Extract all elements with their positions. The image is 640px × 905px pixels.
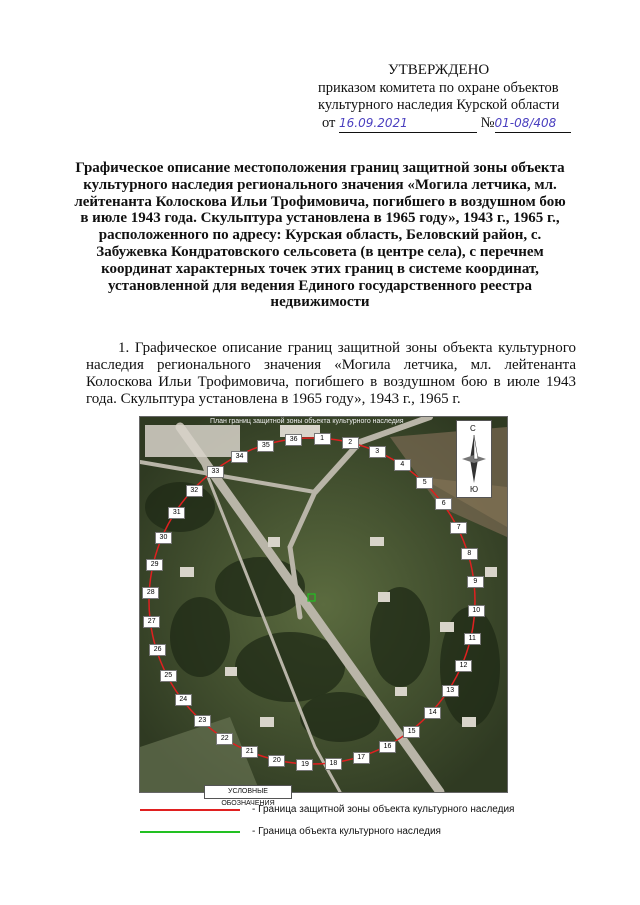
boundary-point-label: 16	[379, 741, 396, 753]
boundary-point-label: 9	[467, 576, 484, 588]
number-field	[495, 115, 571, 133]
compass-north: С	[470, 424, 476, 433]
boundary-point-label: 13	[442, 685, 459, 697]
boundary-point-label: 12	[455, 660, 472, 672]
number-value: 01-08/408	[494, 116, 557, 130]
boundary-point-label: 24	[175, 694, 192, 706]
boundary-point-label: 19	[296, 759, 313, 771]
document-heading: Графическое описание местоположения границ защитной зоны объекта культурного наследия регионального значения «Могила летчика, мл. лейтенанта Колоскова Ильи Трофимовича, погибшего в воздушном бою в июле 1943 года. Скульптура установлена в 1965 году», 1943 г., 1965 г., расположенного по адресу: Курская область, Беловский район, с. Забужевка Кондратовского сельсовета (в центре села), с перечнем координат характерных точек этих границ в системе координат, установленной для ведения Единого государственного реестра недвижимости	[74, 160, 566, 311]
boundary-point-label: 18	[325, 758, 342, 770]
boundary-point-label: 22	[216, 733, 233, 745]
boundary-point-label: 21	[241, 746, 258, 758]
boundary-point-label: 1	[314, 433, 331, 445]
legend-title: УСЛОВНЫЕ ОБОЗНАЧЕНИЯ	[204, 785, 292, 799]
date-value: 16.09.2021	[339, 116, 408, 130]
boundary-point-label: 34	[231, 451, 248, 463]
boundary-point-label: 11	[464, 633, 481, 645]
boundary-point-label: 33	[207, 466, 224, 478]
boundary-point-label: 5	[416, 477, 433, 489]
section-paragraph: 1. Графическое описание границ защитной зоны объекта культурного наследия регионального значения «Могила летчика, мл. лейтенанта Колоскова Ильи Трофимовича, погибшего в воздушном бою в июле 1943 года. Скульптура установлена в 1965 году», 1943 г., 1965 г.	[86, 340, 576, 407]
legend-item-object	[140, 825, 560, 839]
boundary-point-label: 30	[155, 532, 172, 544]
boundary-point-label: 29	[146, 559, 163, 571]
legend-line-zone	[140, 809, 240, 811]
boundary-point-label: 7	[450, 522, 467, 534]
legend-item-zone	[140, 803, 560, 817]
boundary-point-label: 31	[168, 507, 185, 519]
approval-title: УТВЕРЖДЕНО	[388, 62, 490, 78]
legend-label-zone: - Граница защитной зоны объекта культурного наследия	[252, 804, 515, 815]
boundary-point-label: 3	[369, 446, 386, 458]
boundary-point-label: 28	[142, 587, 159, 599]
boundary-point-label: 35	[257, 440, 274, 452]
boundary-point-label: 27	[143, 616, 160, 628]
map-image	[140, 417, 507, 792]
approval-line-2: культурного наследия Курской области	[318, 97, 560, 113]
compass-south: Ю	[470, 485, 479, 494]
boundary-point-label: 26	[149, 644, 166, 656]
boundary-point-label: 14	[424, 707, 441, 719]
satellite-map	[139, 416, 508, 793]
boundary-point-label: 32	[186, 485, 203, 497]
number-prefix: №	[480, 115, 495, 131]
boundary-point-label: 10	[468, 605, 485, 617]
map-title: План границ защитной зоны объекта культурного наследия	[210, 418, 404, 425]
compass	[456, 420, 492, 498]
legend-line-object	[140, 831, 240, 833]
boundary-point-label: 20	[268, 755, 285, 767]
approval-line-1: приказом комитета по охране объектов	[318, 80, 559, 96]
boundary-point-label: 8	[461, 548, 478, 560]
boundary-point-label: 36	[285, 434, 302, 446]
boundary-point-label: 25	[160, 670, 177, 682]
boundary-point-label: 6	[435, 498, 452, 510]
legend-label-object: - Граница объекта культурного наследия	[252, 826, 441, 837]
date-field	[339, 115, 477, 133]
boundary-point-label: 23	[194, 715, 211, 727]
boundary-point-label: 17	[353, 752, 370, 764]
boundary-point-label: 4	[394, 459, 411, 471]
date-prefix: от	[322, 115, 336, 131]
boundary-point-label: 15	[403, 726, 420, 738]
approval-date-number	[322, 115, 571, 133]
boundary-point-label: 2	[342, 437, 359, 449]
